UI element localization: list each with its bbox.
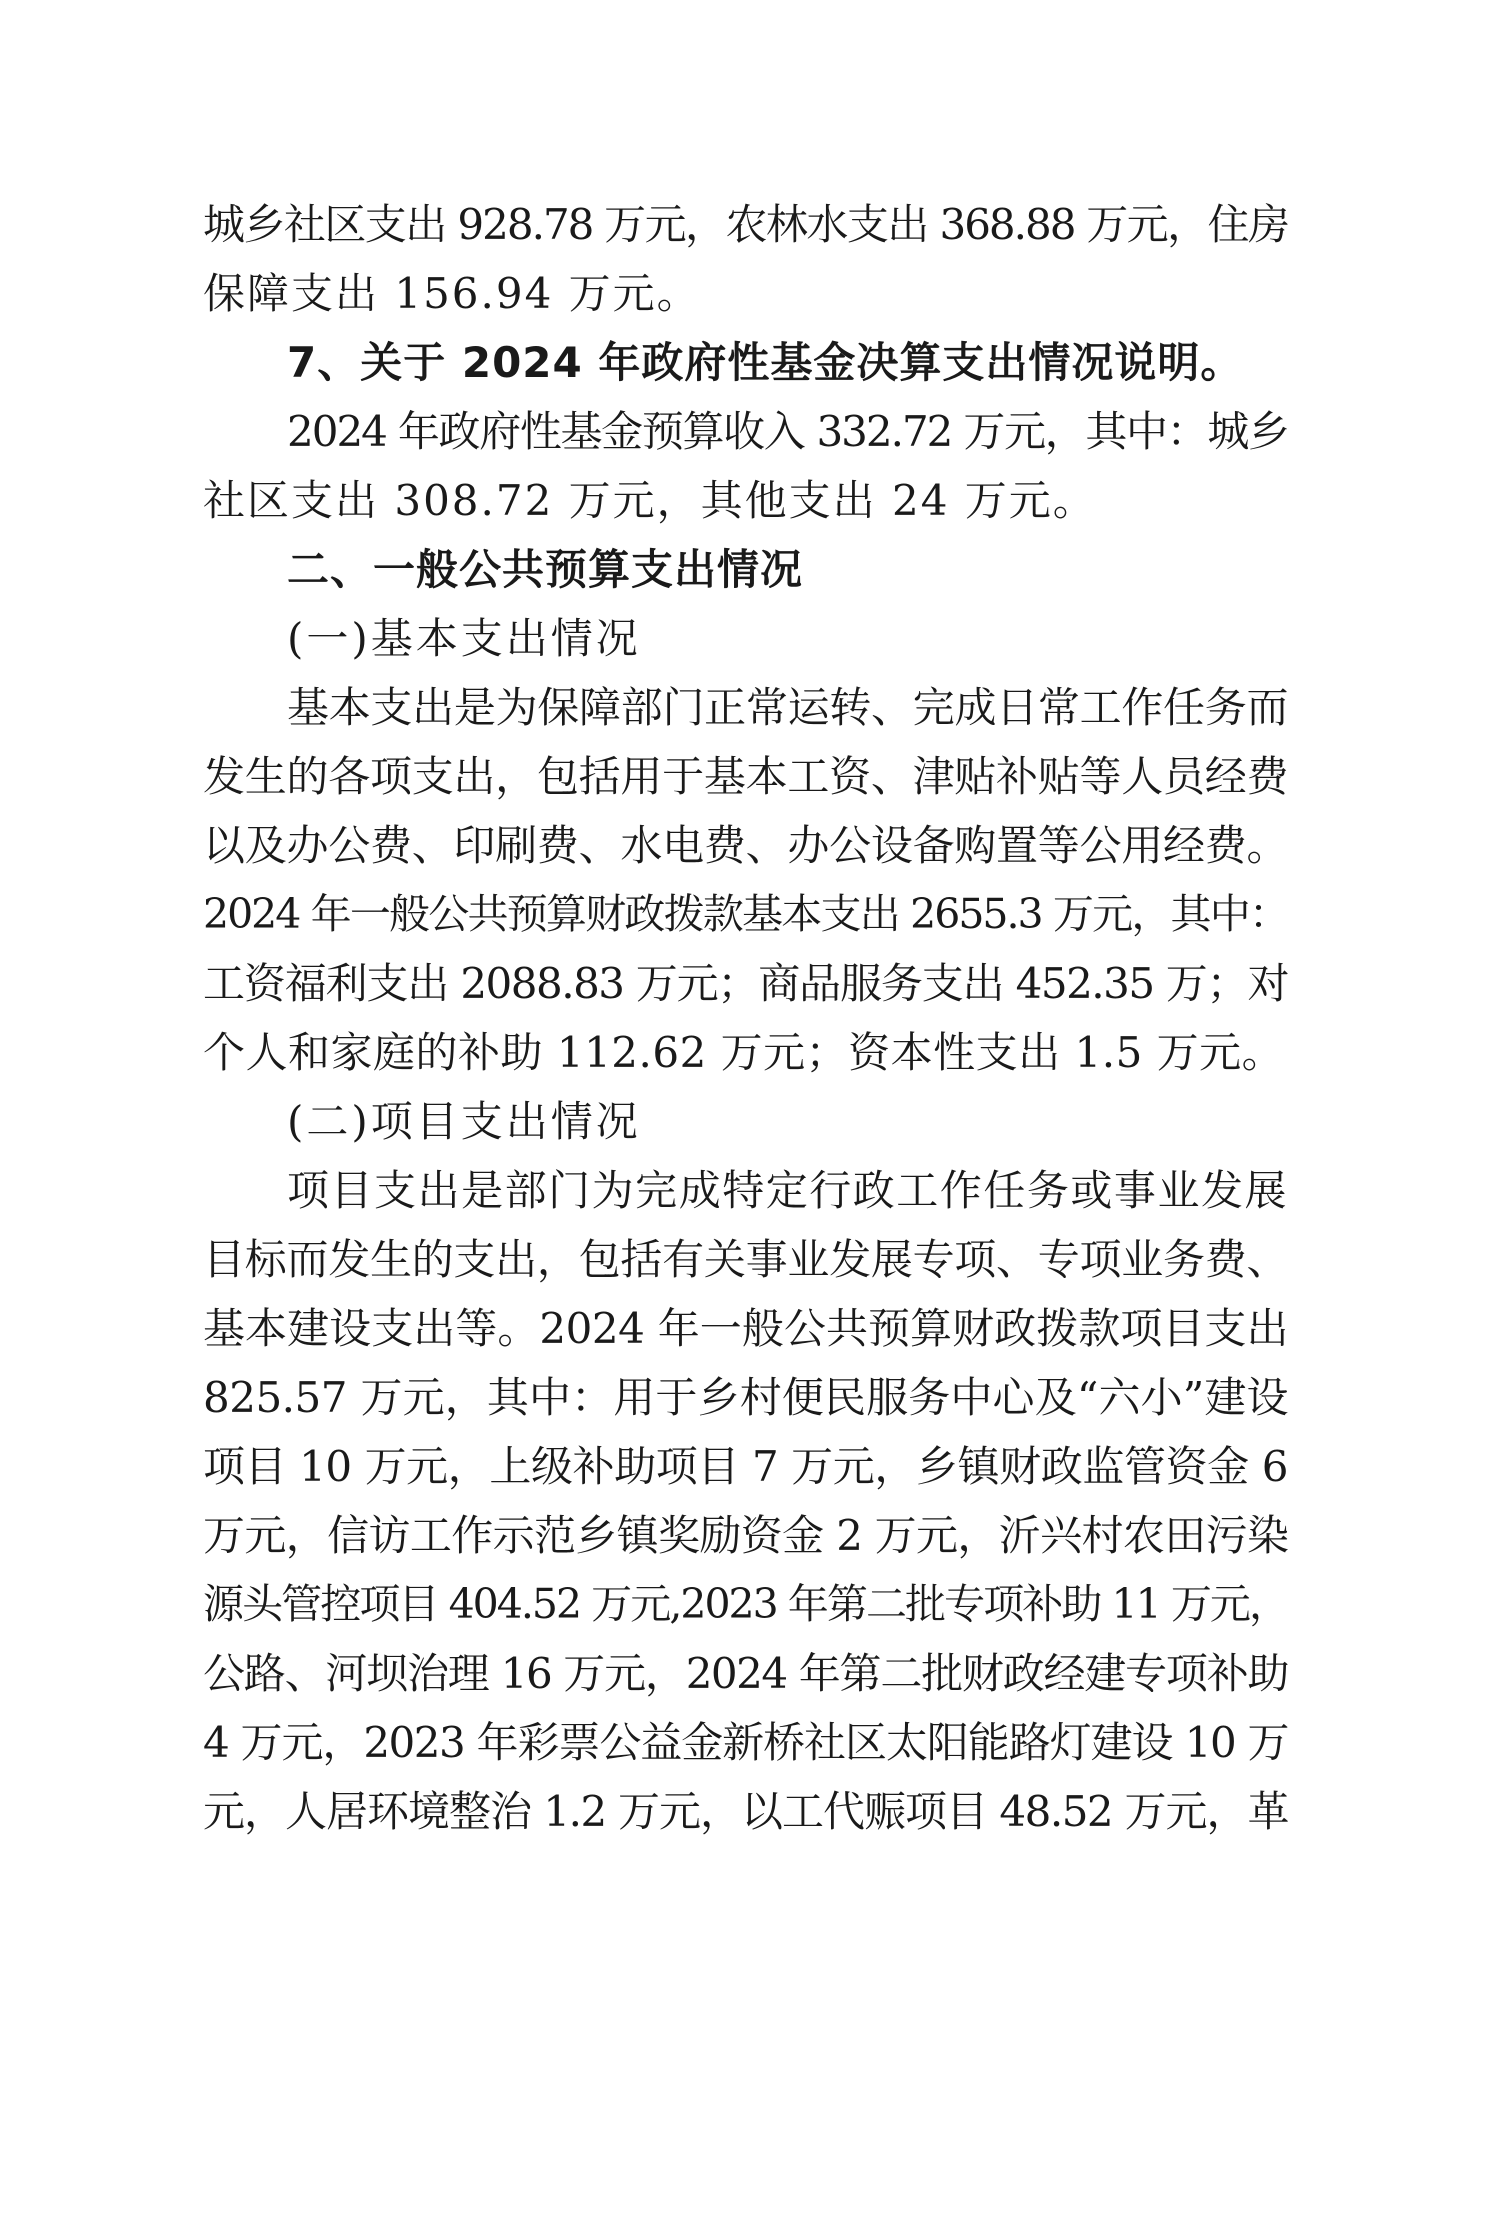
text-line: 目标而发生的支出，包括有关事业发展专项、专项业务费、	[203, 1235, 1288, 1284]
text-line: 2024 年一般公共预算财政拨款基本支出 2655.3 万元，其中：	[203, 890, 1288, 938]
text-line: 基本建设支出等。2024 年一般公共预算财政拨款项目支出	[203, 1304, 1288, 1353]
section-heading: 7、关于 2024 年政府性基金决算支出情况说明。	[287, 338, 1244, 387]
text-line: 以及办公费、印刷费、水电费、办公设备购置等公用经费。	[203, 821, 1288, 870]
text-line: 工资福利支出 2088.83 万元；商品服务支出 452.35 万；对	[203, 959, 1288, 1008]
text-line: 社区支出 308.72 万元，其他支出 24 万元。	[203, 476, 1097, 525]
text-line: 保障支出 156.94 万元。	[203, 269, 701, 318]
body-text	[203, 190, 1288, 1846]
text-line: 个人和家庭的补助 112.62 万元；资本性支出 1.5 万元。	[203, 1028, 1285, 1077]
text-line: 4 万元，2023 年彩票公益金新桥社区太阳能路灯建设 10 万	[203, 1718, 1288, 1767]
text-line: 城乡社区支出 928.78 万元，农林水支出 368.88 万元，住房	[203, 200, 1288, 249]
section-heading: 二、一般公共预算支出情况	[287, 545, 804, 594]
text-line: 2024 年政府性基金预算收入 332.72 万元，其中：城乡	[287, 407, 1288, 456]
text-line: 万元，信访工作示范乡镇奖励资金 2 万元，沂兴村农田污染	[203, 1511, 1288, 1560]
subsection-heading: (二)项目支出情况	[287, 1097, 641, 1146]
text-line: 元，人居环境整治 1.2 万元，以工代赈项目 48.52 万元，革	[203, 1787, 1288, 1836]
text-line: 项目支出是部门为完成特定行政工作任务或事业发展	[287, 1166, 1288, 1215]
text-line: 825.57 万元，其中：用于乡村便民服务中心及“六小”建设	[203, 1373, 1288, 1422]
text-line: 公路、河坝治理 16 万元，2024 年第二批财政经建专项补助	[203, 1649, 1288, 1698]
text-line: 源头管控项目 404.52 万元,2023 年第二批专项补助 11 万元，	[203, 1580, 1288, 1628]
text-line: 项目 10 万元，上级补助项目 7 万元，乡镇财政监管资金 6	[203, 1442, 1288, 1491]
text-line: 发生的各项支出，包括用于基本工资、津贴补贴等人员经费	[203, 752, 1288, 801]
subsection-heading: (一)基本支出情况	[287, 614, 641, 663]
text-line: 基本支出是为保障部门正常运转、完成日常工作任务而	[287, 683, 1288, 732]
